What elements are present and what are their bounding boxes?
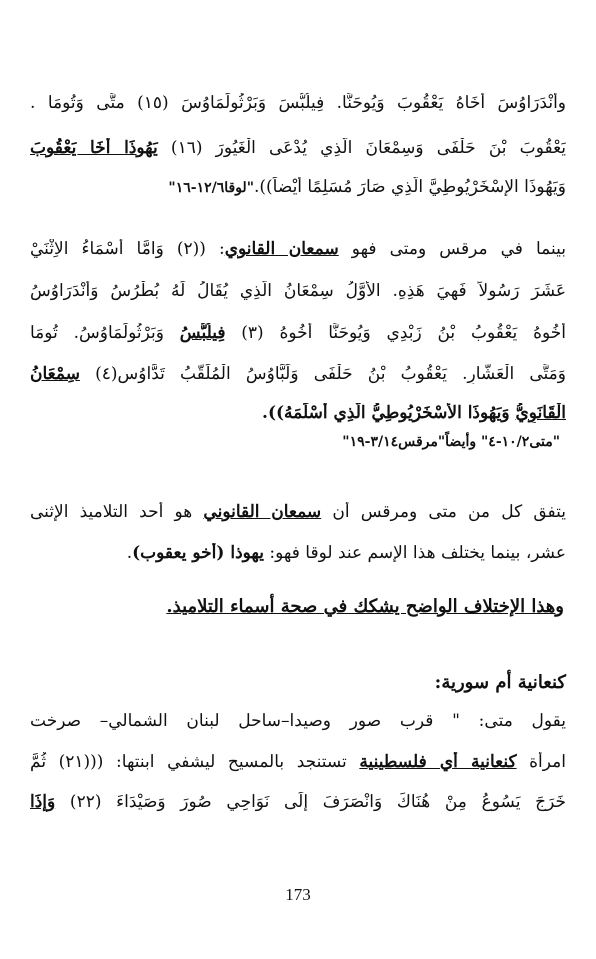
p3-line-2-period: . [126,543,133,563]
p1-source-ref: "لوقا١٢/٦-١٦" [168,180,254,196]
p1-line-2-text: يَعْقُوبَ بْنَ حَلْفَى وَسِمْعَانَ الَّذِي يُدْعَى الْغَيُورَ (١٦) [157,138,566,158]
p4-line-2 [30,752,566,772]
p4-line-2-start: امرأة [516,752,566,772]
p1-line-2 [30,138,566,158]
p2-line-4 [30,364,566,384]
conclusion-statement: وهذا الإختلاف الواضح يشكك في صحة أسماء التلاميذ. [166,596,564,617]
page-number: 173 [285,885,311,904]
p3-line-2 [30,543,566,563]
p4-line-3-text: خَرَجَ يَسُوعُ مِنْ هُنَاكَ وَانْصَرَفَ إِلَى نَوَاحِي صُورَ وَصَيْدَاءَ (٢٢) [55,792,566,812]
highlight-yahuda: يَهُوذَا أَخَا يَعْقُوبَ [30,138,158,158]
p2-line-3-end: وَبَرْثُولَمَاوُسُ. تُومَا [30,323,180,343]
highlight-canaanite: كنعانية أي فلسطينية [359,752,517,772]
p3-line-1-text: يتفق كل من متى ومرقس أن [321,502,566,522]
p2-line-4-text: وَمَتَّى الْعَشَّارِ. يَعْقُوبُ بْنُ حَلْفَى وَلَبَّاوُسُ الْمُلَقَّبُ تَدَّاوُس(٤) [79,364,566,384]
highlight-simon: سِمْعَانُ [30,364,80,384]
highlight-simon-qanawi: سمعان القانوي [224,239,339,259]
p3-line-2-text: عشر، بينما يختلف هذا الإسم عند لوقا فهو: [264,543,566,563]
highlight-philip: فِيلُبُّسُ [179,323,226,343]
p1-line-1: وأَنْدَرَاوُسَ أَخَاهُ يَعْقُوبَ وَيُوحَنَّا. فِيلُبُّسَ وَبَرْثُولَمَاوُسَ (١٥) متَّى وَتُومَا . [30,93,566,113]
section-heading: كنعانية أم سورية: [434,672,566,693]
p2-line-3-text: أَخُوهُ يَعْقُوبُ بْنُ زَبْدِي وَيُوحَنَّا أَخُوهُ (٣) [225,323,566,343]
highlight-and-behold: وَإِذَا [30,792,56,812]
p2-source-ref: "متى١٠/٢-٤" وأيضاً"مرقس٣/١٤-١٩" [342,434,560,450]
highlight-qanawi: الْقَانَوِيُّ [515,403,566,423]
p4-line-3 [30,792,566,812]
highlight-simon-qanuni: سمعان القانوني [203,502,322,522]
p2-line-1-quote: : ((٢) وَامَّا أَسْمَاءُ الاِثْنَيْ [30,239,225,259]
p4-line-1: يقول متى: " قرب صور وصيدا–ساحل لبنان الشمالي– صرخت [30,711,566,731]
p2-line-1 [30,239,566,259]
p1-line-3-text: وَيَهُوذَا الإِسْخَرْيُوطِيَّ الَّذِي صَارَ مُسَلِمًا أَيْضاً)). [253,177,566,197]
p3-line-1 [30,502,566,522]
p2-line-5-text: وَيَهُوذَا الأَسْخَرْيُوطِيُّ الَّذِي أَسْلَمَهُ)). [262,403,516,423]
p2-line-5 [30,403,566,423]
p2-line-2: عَشَرَ رَسُولاً فَهِيَ هَذِهِ. الأَوَّلُ سِمْعَانُ الَّذِي يُقَالُ لَهُ بُطْرُسُ وَأَنْدَرَاوُسُ [30,281,566,301]
p4-line-2-text: تستنجد بالمسيح ليشفي ابنتها: (((٢١) ثُمَّ [30,752,360,772]
p3-line-1-end: هو أحد التلاميذ الإثنى [30,502,204,522]
highlight-yahuda-brother: يهوذا (أخو يعقوب) [132,543,264,563]
p2-line-1-text: بينما في مرقس ومتى فهو [338,239,566,259]
p1-line-3 [30,177,566,197]
p2-line-3 [30,323,566,343]
